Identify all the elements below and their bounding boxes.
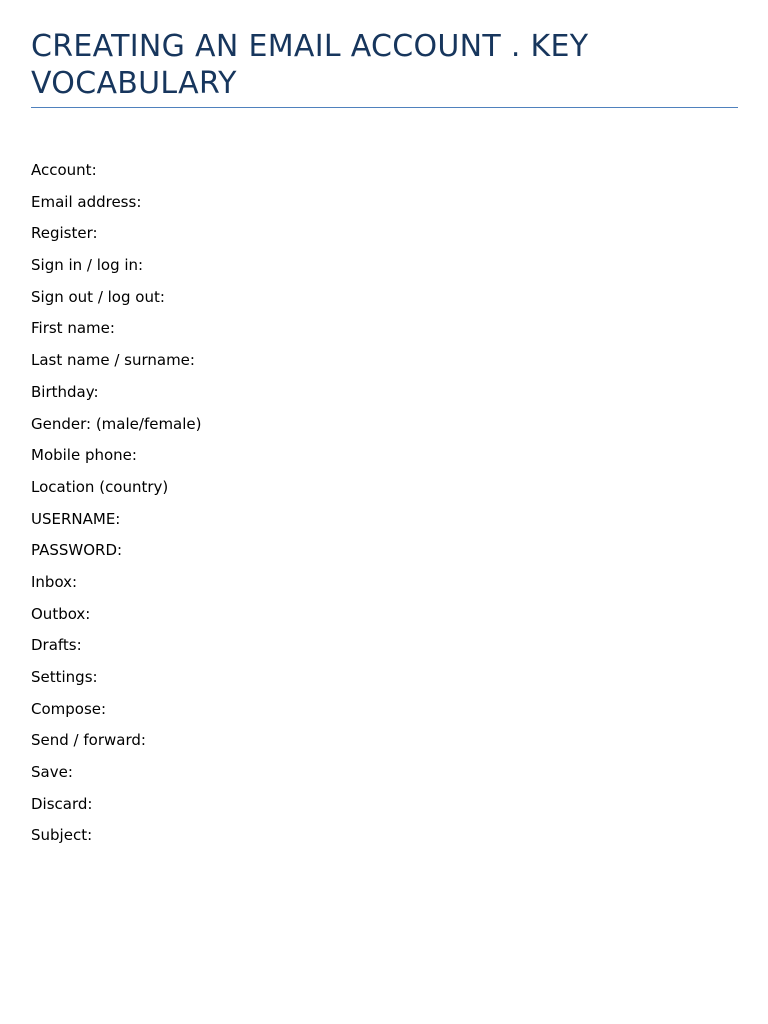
vocabulary-list [31, 155, 738, 852]
vocab-item-username: USERNAME: [31, 509, 121, 528]
page-title: CREATING AN EMAIL ACCOUNT . KEY VOCABULARY [31, 28, 738, 108]
vocab-item-mobile-phone: Mobile phone: [31, 446, 137, 465]
vocab-item-settings: Settings: [31, 668, 98, 686]
vocab-item-sign-in: Sign in / log in: [31, 256, 144, 275]
vocab-item-email-address: Email address: [31, 192, 142, 211]
vocab-item-drafts: Drafts: [31, 636, 82, 655]
document-page [31, 28, 738, 852]
vocab-item-send-forward: Send / forward: [31, 731, 146, 750]
vocab-item-gender: Gender: (male/female) [31, 414, 202, 433]
vocab-item-last-name: Last name / surname: [31, 351, 195, 370]
vocab-item-subject: Subject: [31, 826, 93, 845]
vocab-item-account: Account: [31, 161, 97, 179]
vocab-item-first-name: First name: [31, 319, 115, 338]
vocab-item-location: Location (country) [31, 477, 169, 496]
vocab-item-outbox: Outbox: [31, 604, 91, 623]
vocab-item-sign-out: Sign out / log out: [31, 287, 165, 306]
vocab-item-register: Register: [31, 224, 98, 243]
vocab-item-discard: Discard: [31, 794, 93, 813]
vocab-item-birthday: Birthday: [31, 382, 99, 401]
vocab-item-compose: Compose: [31, 699, 107, 718]
vocab-item-inbox: Inbox: [31, 572, 78, 591]
vocab-item-password: PASSWORD: [31, 541, 123, 560]
vocab-item-save: Save: [31, 763, 73, 782]
